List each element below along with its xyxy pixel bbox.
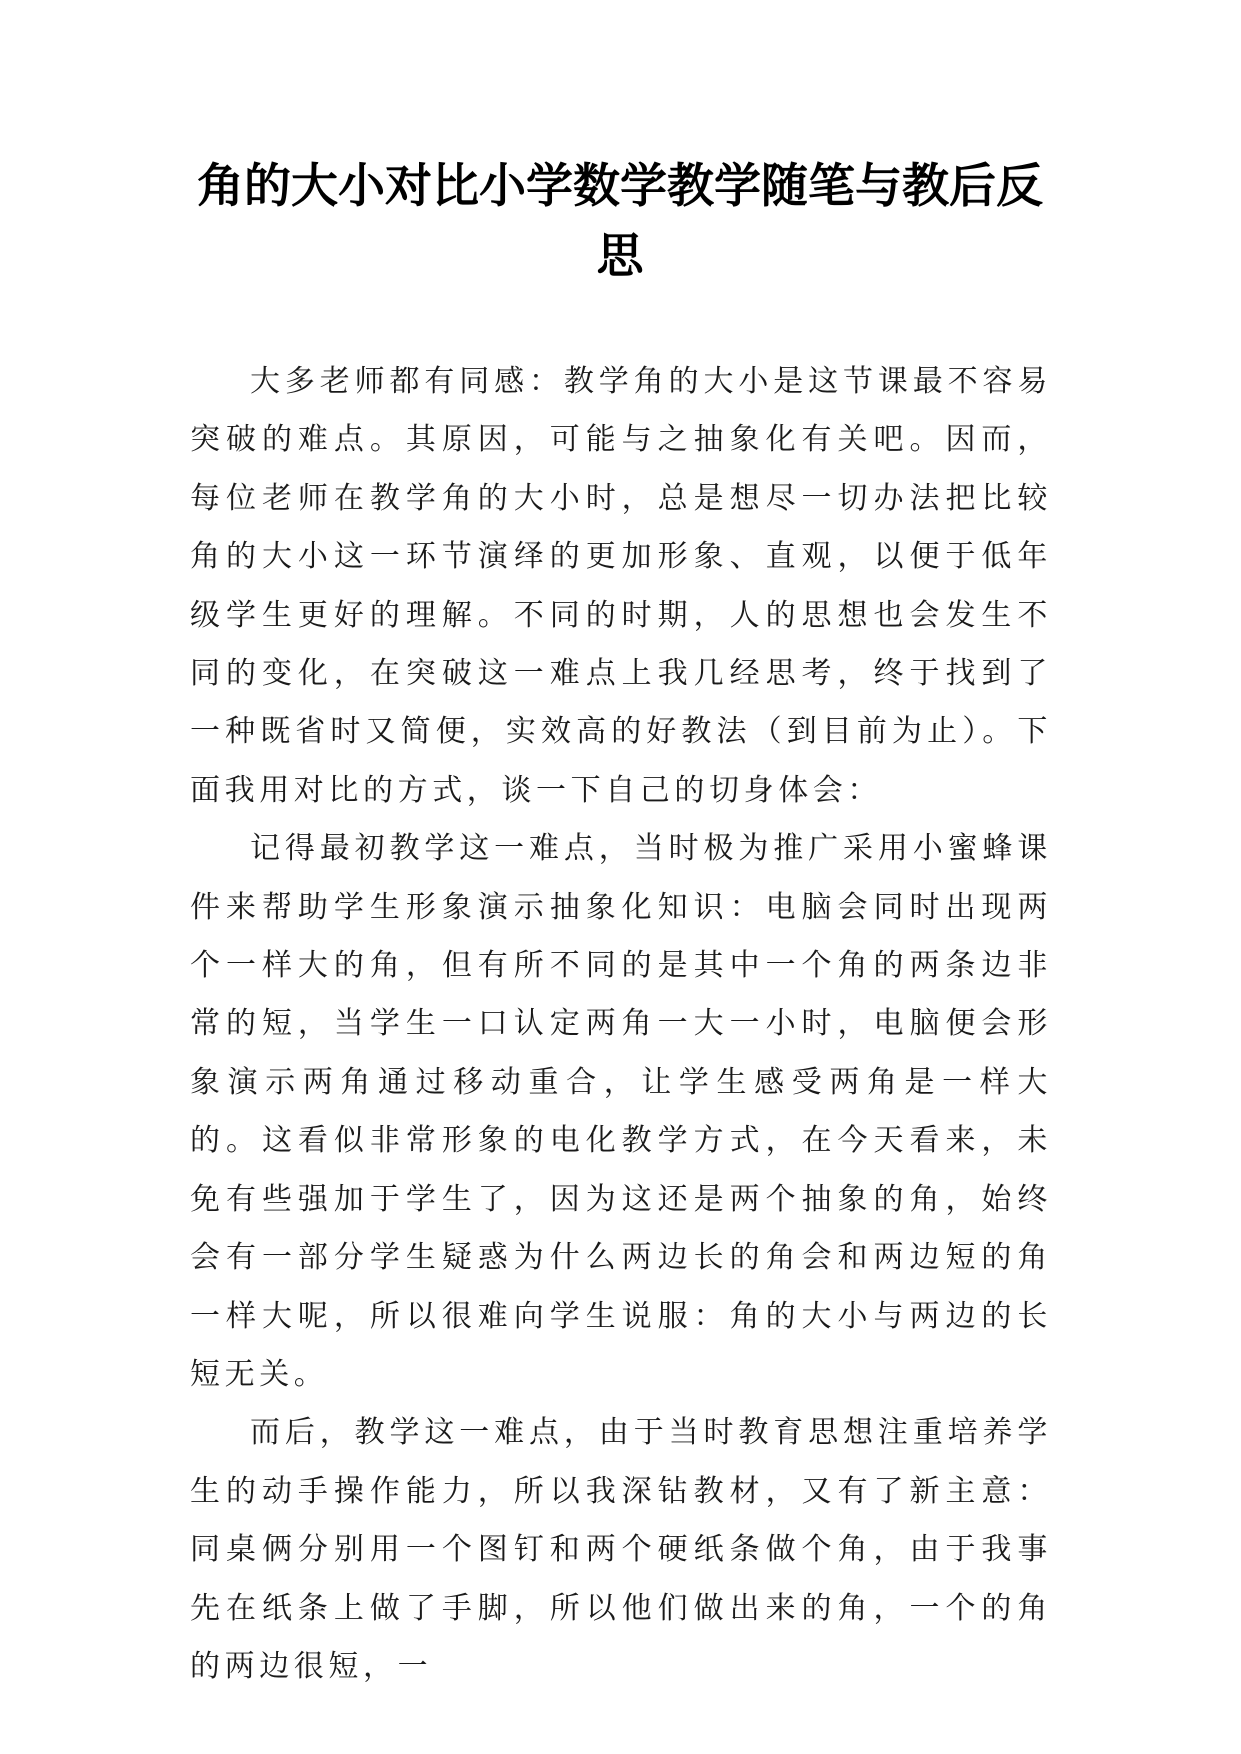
- paragraph-1: 大多老师都有同感：教学角的大小是这节课最不容易突破的难点。其原因，可能与之抽象化有关吧。因而，每位老师在教学角的大小时，总是想尽一切办法把比较角的大小这一环节演绎的更加形象、直观，以便于低年级学生更好的理解。不同的时期，人的思想也会发生不同的变化，在突破这一难点上我几经思考，终于找到了一种既省时又简便，实效高的好教法（到目前为止）。下面我用对比的方式，谈一下自己的切身体会：: [190, 364, 1052, 808]
- paragraph-3: 而后，教学这一难点，由于当时教育思想注重培养学生的动手操作能力，所以我深钻教材，又有了新主意：同桌俩分别用一个图钉和两个硬纸条做个角，由于我事先在纸条上做了手脚，所以他们做出来的角，一个的角的两边很短，一: [190, 1415, 1052, 1684]
- paragraph-2: 记得最初教学这一难点，当时极为推广采用小蜜蜂课件来帮助学生形象演示抽象化知识：电脑会同时出现两个一样大的角，但有所不同的是其中一个角的两条边非常的短，当学生一口认定两角一大一小时，电脑便会形象演示两角通过移动重合，让学生感受两角是一样大的。这看似非常形象的电化教学方式，在今天看来，未免有些强加于学生了，因为这还是两个抽象的角，始终会有一部分学生疑惑为什么两边长的角会和两边短的角一样大呢，所以很难向学生说服：角的大小与两边的长短无关。: [190, 831, 1052, 1392]
- document-body: [190, 353, 1052, 1696]
- document-title: 角的大小对比小学数学教学随笔与教后反思: [197, 159, 1043, 284]
